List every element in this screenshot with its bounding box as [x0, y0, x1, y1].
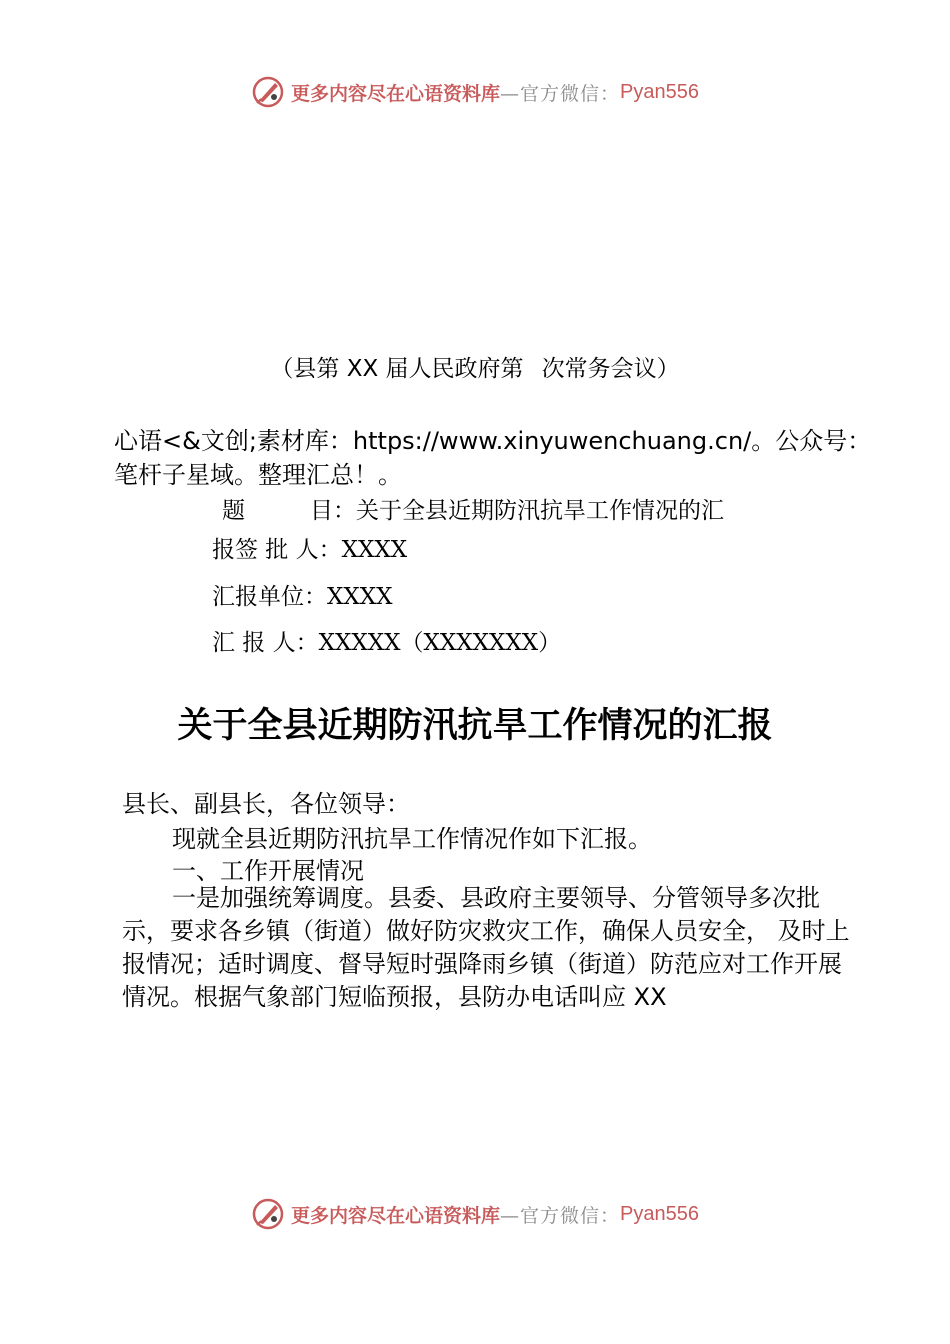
reporter-label: 汇 报 人：	[212, 630, 319, 656]
footer-banner	[0, 1194, 950, 1234]
reporter-line	[212, 624, 561, 657]
banner-sub-text: —官方微信：	[500, 1204, 621, 1227]
signer-line	[212, 531, 407, 564]
topic-line	[222, 492, 724, 525]
document-title: 关于全县近期防汛抗旱工作情况的汇报	[177, 705, 773, 746]
banner-sub-text: —官方微信：	[500, 82, 621, 105]
paragraph-1: 一是加强统筹调度。县委、县政府主要领导、分管领导多次批示，要求各乡镇（街道）做好防灾救灾工作，确保人员安全， 及时上报情况；适时调度、督导短时强降雨乡镇（街道）防范应对工作开展情况。根据气象部门短临预报，县防办电话叫应 XX	[122, 884, 850, 1011]
quill-logo-icon	[251, 1197, 285, 1231]
header-banner	[0, 72, 950, 112]
topic-label-2: 目：	[310, 498, 356, 524]
unit-label: 汇报单位：	[212, 584, 327, 610]
banner-wechat-id: Pyan556	[620, 80, 699, 103]
salutation: 县长、副县长，各位领导：	[122, 790, 410, 818]
unit-value: XXXX	[327, 584, 393, 610]
reporter-value: XXXXX（XXXXXXX）	[318, 630, 562, 656]
topic-value: 关于全县近期防汛抗旱工作情况的汇	[356, 498, 724, 524]
signer-prefix: 报	[212, 537, 235, 563]
meeting-line	[0, 350, 950, 383]
signer-label: 签 批 人：	[235, 537, 342, 563]
banner-main-text: 更多内容尽在心语资料库	[291, 82, 501, 105]
banner-main-text: 更多内容尽在心语资料库	[291, 1204, 501, 1227]
section-heading-1: 一、工作开展情况	[172, 857, 364, 885]
signer-value: XXXX	[341, 537, 408, 563]
source-note: 心语<&文创;素材库：https://www.xinyuwenchuang.cn/。公众号：笔杆子星域。整理汇总！。	[114, 427, 872, 489]
topic-label-1: 题	[222, 498, 245, 524]
unit-line	[212, 578, 393, 611]
banner-wechat-id: Pyan556	[620, 1202, 699, 1225]
intro-paragraph: 现就全县近期防汛抗旱工作情况作如下汇报。	[172, 825, 652, 853]
meeting-left: （县第 XX 届人民政府第	[270, 356, 524, 382]
quill-logo-icon	[251, 75, 285, 109]
meeting-right: 次常务会议）	[541, 356, 680, 382]
